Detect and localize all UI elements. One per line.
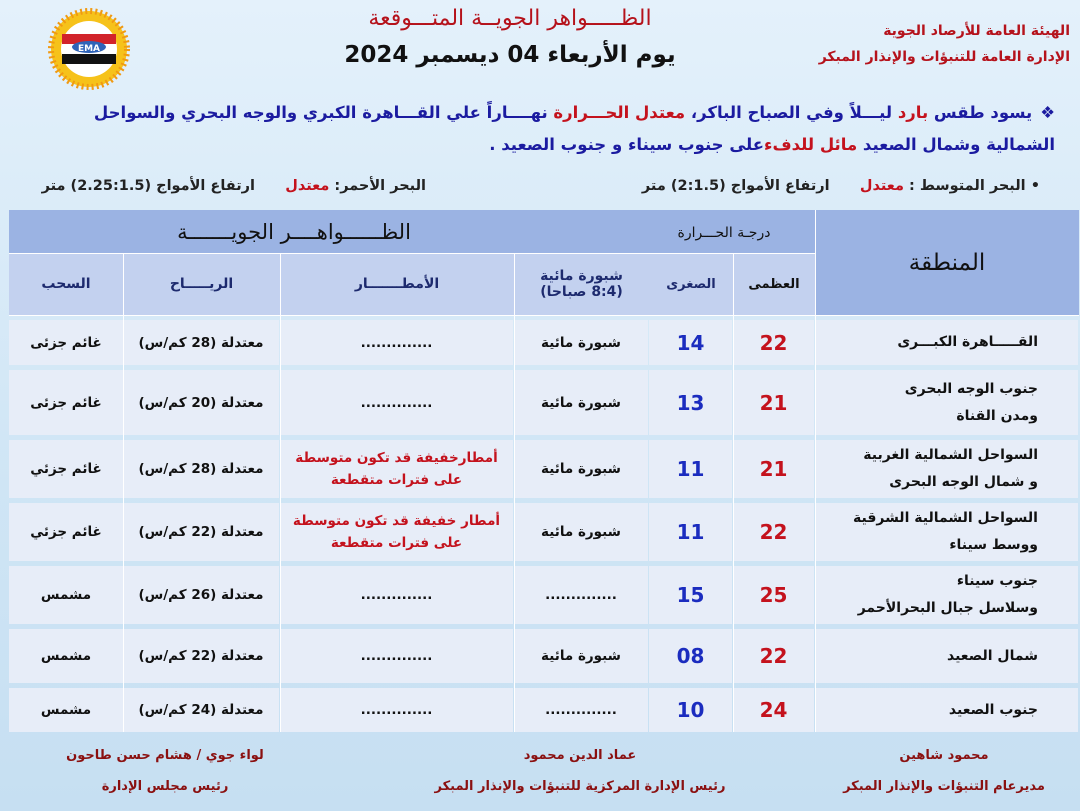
min-temp-value: 11 [676, 520, 705, 544]
phenomena-header: الظــــــواهــــر الجويـــــــة [177, 220, 411, 244]
cloud-value: مشمس [40, 648, 92, 664]
weather-summary [20, 97, 1055, 161]
sea-label: البحر المتوسط : [909, 178, 1026, 194]
cloud-value: غائم جزئي [30, 461, 102, 477]
region-name-line2: ووسط سيناء [949, 537, 1038, 553]
region-name: القـــــاهرة الكبـــرى [897, 334, 1038, 350]
max-temp-cell [733, 688, 814, 732]
min-temp-value: 15 [676, 583, 705, 607]
region-name-line2: وسلاسل جبال البحرالأحمر [857, 600, 1038, 616]
summary-text: على جنوب سيناء و جنوب الصعيد . [489, 135, 765, 154]
summary-text: يسود طقس [928, 103, 1033, 122]
signatory-center-title: رئيس الإدارة المركزية للتنبؤات والإنذار المبكر [434, 779, 726, 794]
fog-cell [514, 503, 648, 561]
cloud-value: غائم جزئى [30, 334, 102, 351]
cloud-cell [9, 320, 123, 365]
min-temp-cell [649, 440, 732, 498]
max-temp-cell [733, 320, 814, 365]
max-temp-value: 21 [759, 390, 788, 415]
clouds-header: السحب [41, 276, 91, 292]
max-temp-cell [733, 503, 814, 561]
fog-cell [514, 370, 648, 435]
signatory-right-name: محمود شاهين [899, 748, 989, 763]
max-temp-header: العظمى [748, 276, 800, 292]
wind-value: معتدلة (20 كم/س) [138, 394, 264, 411]
max-temp-value: 24 [759, 698, 788, 722]
region-name-line2: ومدن القناة [956, 407, 1038, 424]
max-temp-cell [733, 440, 814, 498]
signatory-right-title: مديرعام التنبؤات والإنذار المبكر [843, 779, 1045, 794]
region-cell [815, 688, 1078, 732]
region-header: المنطقة [908, 249, 986, 276]
region-name: جنوب سيناء [956, 573, 1038, 589]
region-cell [815, 440, 1078, 498]
rain-cell [280, 320, 513, 365]
region-cell [815, 370, 1078, 435]
cloud-cell [9, 688, 123, 732]
min-temp-cell [649, 503, 732, 561]
ema-logo [34, 8, 144, 90]
max-temp-cell [733, 370, 814, 435]
wind-cell [123, 688, 279, 732]
region-cell [815, 566, 1078, 624]
signatory-center-name: عماد الدين محمود [523, 748, 637, 763]
min-temp-value: 10 [676, 698, 705, 722]
min-temp-value: 13 [676, 390, 705, 415]
rain-cell [280, 629, 513, 683]
wind-value: معتدلة (24 كم/س) [138, 702, 264, 718]
fog-cell [514, 688, 648, 732]
rain-value: .............. [360, 334, 433, 351]
rain-value-line2: على فترات متقطعة [330, 535, 463, 551]
mediterranean-sea-status [620, 178, 1040, 194]
wind-cell [123, 320, 279, 365]
cloud-cell [9, 370, 123, 435]
min-temp-cell [649, 370, 732, 435]
min-temp-cell [649, 320, 732, 365]
fog-value: .............. [545, 587, 617, 603]
signatory-left-title: رئيس مجلس الإدارة [101, 779, 229, 794]
rain-cell [280, 440, 513, 498]
max-temp-value: 21 [759, 457, 788, 481]
fog-cell [514, 320, 648, 365]
rain-cell [280, 503, 513, 561]
region-cell [815, 320, 1078, 365]
forecast-date: يوم الأربعاء 04 ديسمبر 2024 [344, 42, 676, 68]
summary-text: نهــــاراً علي القـــاهرة الكبري والوجه البحري والسواحل الشمالية وشمال الصعيد [93, 103, 1055, 154]
rain-value-line2: على فترات متقطعة [330, 472, 463, 488]
wind-header: الريـــــاح [169, 276, 234, 292]
rain-value: .............. [360, 702, 433, 718]
temperature-header: درجـة الحـــرارة [677, 225, 771, 241]
max-temp-value: 22 [759, 330, 788, 355]
cloud-value: مشمس [40, 587, 92, 603]
wind-value: معتدلة (22 كم/س) [138, 648, 264, 664]
rain-cell [280, 370, 513, 435]
sea-state: معتدل [285, 178, 330, 194]
wave-height: ارتفاع الأمواج (2:1.5) متر [641, 178, 830, 194]
region-cell [815, 503, 1078, 561]
fog-header: شبورة مائية (8:4 صباحا) [540, 268, 623, 300]
rain-value: .............. [360, 394, 433, 411]
fog-value: شبورة مائية [541, 394, 621, 411]
region-cell [815, 629, 1078, 683]
min-temp-cell [649, 566, 732, 624]
sea-state: معتدل [859, 178, 904, 194]
region-name: السواحل الشمالية الشرقية [852, 510, 1038, 526]
max-temp-cell [733, 566, 814, 624]
summary-highlight: مائل للدفء [764, 135, 858, 154]
rain-cell [280, 566, 513, 624]
logo-lettering: EMA [77, 44, 101, 54]
region-name-line2: و شمال الوجه البحرى [889, 474, 1038, 490]
page-title: الظـــــواهر الجويــة المتـــوقعة [368, 6, 652, 31]
department-name: الإدارة العامة للتنبؤات والإنذار المبكر [818, 49, 1070, 65]
agency-name: الهيئة العامة للأرصاد الجوية [883, 23, 1070, 39]
wind-value: معتدلة (28 كم/س) [138, 461, 264, 477]
max-temp-cell [733, 629, 814, 683]
wind-value: معتدلة (26 كم/س) [138, 587, 264, 603]
cloud-cell [9, 440, 123, 498]
fog-value: شبورة مائية [541, 334, 621, 351]
rain-value: أمطارخفيفة قد تكون متوسطة [295, 450, 498, 466]
rain-cell [280, 688, 513, 732]
fog-value: شبورة مائية [541, 524, 621, 540]
max-temp-value: 25 [759, 583, 788, 607]
cloud-cell [9, 566, 123, 624]
signatory-left-name: لواء جوي / هشام حسن طاحون [66, 748, 264, 763]
min-temp-value: 11 [676, 457, 705, 481]
max-temp-value: 22 [759, 520, 788, 544]
region-name: السواحل الشمالية الغربية [863, 447, 1038, 463]
wind-value: معتدلة (22 كم/س) [138, 524, 264, 540]
wind-cell [123, 370, 279, 435]
sea-label: البحر الأحمر: [334, 178, 426, 194]
rain-header: الأمطـــــــار [354, 276, 440, 292]
wind-cell [123, 440, 279, 498]
diamond-bullet-icon: ❖ [1040, 103, 1055, 122]
max-temp-value: 22 [759, 644, 788, 668]
min-temp-value: 14 [676, 330, 705, 355]
forecast-table [9, 210, 1079, 732]
min-temp-value: 08 [676, 644, 705, 668]
summary-highlight: معتدل الحـــرارة [553, 103, 686, 122]
rain-value: أمطار خفيفة قد تكون متوسطة [292, 513, 501, 529]
fog-cell [514, 566, 648, 624]
cloud-cell [9, 629, 123, 683]
fog-value: شبورة مائية [541, 648, 621, 664]
region-name: شمال الصعيد [947, 647, 1038, 664]
wind-cell [123, 503, 279, 561]
min-temp-cell [649, 688, 732, 732]
wave-height: ارتفاع الأمواج (2.25:1.5) متر [41, 178, 255, 194]
rain-value: .............. [360, 587, 433, 603]
wind-value: معتدلة (28 كم/س) [138, 334, 264, 351]
wind-cell [123, 566, 279, 624]
fog-cell [514, 440, 648, 498]
wind-cell [123, 629, 279, 683]
cloud-value: مشمس [40, 702, 92, 718]
fog-cell [514, 629, 648, 683]
region-header-cell [815, 210, 1079, 315]
cloud-cell [9, 503, 123, 561]
red-sea-status [36, 178, 426, 194]
rain-value: .............. [360, 648, 433, 664]
summary-text: ليـــلاً وفي الصباح الباكر، [685, 103, 898, 122]
region-name: جنوب الصعيد [948, 701, 1038, 718]
cloud-value: غائم جزئى [30, 394, 102, 411]
summary-highlight: بارد [897, 103, 929, 122]
bullet-dot-icon: • [1030, 178, 1040, 194]
fog-value: شبورة مائية [541, 461, 621, 477]
min-temp-cell [649, 629, 732, 683]
min-temp-header: الصغرى [666, 276, 716, 292]
cloud-value: غائم جزئي [30, 524, 102, 540]
region-name: جنوب الوجه البحرى [904, 380, 1038, 397]
fog-value: .............. [545, 702, 617, 718]
